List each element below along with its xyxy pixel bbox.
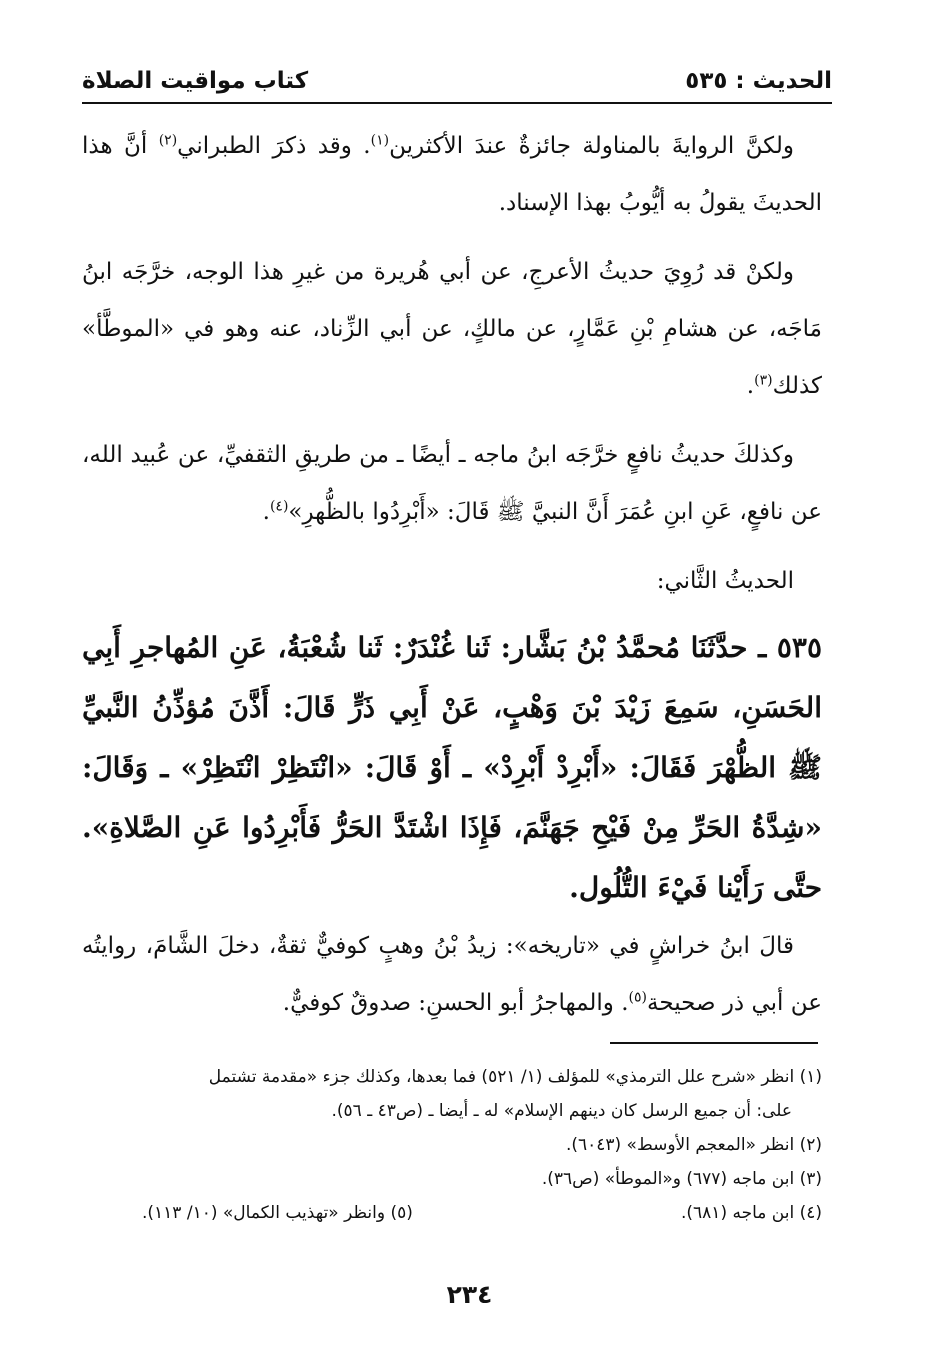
footnote-3: (٣) ابن ماجه (٦٧٧) و«الموطأ» (ص٣٦). — [541, 1169, 822, 1189]
footnote-1-line-1: (١) انظر «شرح علل الترمذي» للمؤلف (١/ ٥٢١) فما بعدها، وكذلك جزء «مقدمة تشتمل — [208, 1067, 822, 1087]
hadith-text — [82, 618, 822, 918]
paragraph-text: وكذلكَ حديثُ نافعٍ خرَّجَه ابنُ ماجه ـ أيضًا ـ من طريقِ الثقفيِّ، عن عُبيد الله، عن نافعٍ، عَنِ ابنِ عُمَرَ أَنَّ النبيَّ ﷺ قَالَ: «أَبْرِدُوا بالظُّهرِ» — [82, 442, 822, 525]
footnote-ref: (١) — [370, 132, 390, 149]
footnote-row-4-5 — [82, 1196, 822, 1230]
paragraph-2 — [82, 244, 822, 415]
paragraph-text: أنَّ هذا الحديثَ يقولُ به أيُّوبُ بهذا الإسناد. — [82, 133, 822, 216]
footnote-ref: (٥) — [628, 989, 648, 1006]
footnote-2: (٢) انظر «المعجم الأوسط» (٦٠٤٣). — [565, 1135, 822, 1155]
section-heading: الحديثُ الثَّاني: — [656, 568, 794, 594]
paragraph-text: ولكنْ قد رُوِيَ حديثُ الأعرجِ، عن أبي هُريرة من غيرِ هذا الوجه، خرَّجَه ابنُ مَاجَه، عن هشامِ بْنِ عَمَّارٍ، عن مالكٍ، عن أبي الزِّناد، عنه وهو في «الموطَّأ» كذلك — [82, 259, 822, 399]
paragraph-text: ولكنَّ الروايةَ بالمناولة جائزةٌ عندَ الأكثرين — [389, 133, 794, 159]
footnote-ref: (٤) — [269, 498, 289, 515]
footnotes — [82, 1060, 822, 1230]
header-divider — [82, 102, 832, 104]
footnote-divider — [610, 1042, 818, 1044]
page-number: ٢٣٤ — [446, 1280, 493, 1309]
footnote-4: (٤) ابن ماجه (٦٨١). — [680, 1203, 822, 1223]
paragraph-text: قالَ ابنُ خراشٍ في «تاريخه»: زيدُ بْنُ وهبٍ كوفيٌّ ثقةٌ، دخلَ الشَّامَ، روايتُه عن أبي ذر صحيحة — [82, 933, 822, 1016]
paragraph-1 — [82, 118, 822, 232]
footnote-ref: (٢) — [158, 132, 178, 149]
footnote-ref: (٣) — [754, 372, 773, 389]
main-text — [82, 118, 822, 1032]
paragraph-text: . والمهاجرُ أبو الحسنِ: صدوقٌ كوفيٌّ. — [282, 990, 629, 1016]
paragraph-3 — [82, 427, 822, 541]
header-hadith-number: الحديث : ٥٣٥ — [685, 68, 832, 94]
hadith-number: ٥٣٥ ـ — [758, 631, 823, 664]
paragraph-text: . — [262, 499, 270, 525]
footnote-5: (٥) وانظر «تهذيب الكمال» (١٠/ ١١٣). — [142, 1203, 413, 1223]
header-book-title: كتاب مواقيت الصلاة — [82, 68, 309, 94]
hadith-body: حدَّثَنَا مُحمَّدُ بْنُ بَشَّار: ثَنا غُنْدَرٌ: ثَنا شُعْبَةُ، عَنِ المُهاجرِ أَبِي الحَسَنِ، سَمِعَ زَيْدَ بْنَ وَهْبٍ، عَنْ أَبِي ذَرٍّ قَالَ: أَذَّنَ مُؤذِّنُ النَّبيِّ ﷺ الظُّهْرَ فَقَالَ: «أَبْرِدْ أَبْرِدْ» ـ أَوْ قَالَ: «انْتَظِرْ انْتَظِرْ» ـ وَقَالَ: «شِدَّةُ الحَرِّ مِنْ فَيْحِ جَهَنَّمَ، فَإِذَا اشْتَدَّ الحَرُّ فَأَبْرِدُوا عَنِ الصَّلاةِ». حتَّى رَأَيْنا فَيْءَ التُّلُول. — [82, 631, 822, 904]
paragraph-text: . — [746, 373, 755, 399]
footnote-1-line-2: على: أن جميع الرسل كان دينهم الإسلام» له ـ أيضا ـ (ص٤٣ ـ ٥٦). — [331, 1101, 792, 1121]
paragraph-text: . وقد ذكرَ الطبراني — [177, 133, 371, 159]
running-header — [82, 66, 832, 100]
closing-paragraph — [82, 918, 822, 1032]
